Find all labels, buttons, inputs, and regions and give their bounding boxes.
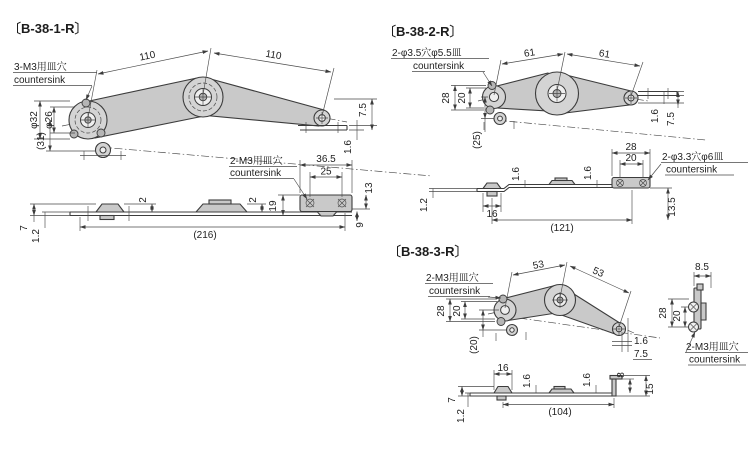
dim-boss-a: 2	[138, 197, 149, 203]
b38-3-top-view	[488, 285, 660, 342]
dim-hook-height: 8	[616, 372, 627, 378]
dim-side-thickness: 1.2	[419, 198, 430, 212]
label-hub-countersink-jp: 2-M3用皿穴	[426, 273, 479, 284]
dim-pivot-offset: (20)	[469, 336, 480, 354]
center-boss-side	[549, 181, 575, 185]
label-hub-countersink-en: countersink	[14, 75, 66, 86]
dim-dia-outer: φ32	[29, 111, 40, 129]
dim-end-height: 7.5	[358, 103, 369, 117]
label-plate-countersink-en: countersink	[230, 168, 282, 179]
hub-boss-side	[96, 204, 124, 212]
dim-overall: (104)	[548, 407, 572, 418]
label-end-countersink-en: countersink	[689, 354, 741, 366]
b38-3-end-view	[658, 262, 748, 366]
dim-boss-width: 16	[486, 209, 498, 220]
b38-1-bottom-view	[70, 195, 352, 221]
dim-pivot-offset: (25)	[472, 131, 483, 149]
dim-arm-right: 110	[264, 48, 283, 63]
countersink-hole	[82, 99, 90, 107]
dim-plate-width: 36.5	[316, 154, 336, 165]
drawing-b38-1-r	[8, 21, 432, 243]
dim-arm-left: 61	[523, 47, 536, 60]
drawing-b38-3-r	[388, 244, 748, 423]
drawing-title: 〔B-38-2-R〕	[383, 24, 463, 39]
dim-end-thickness: 1.6	[634, 336, 648, 347]
dim-side-thickness: 1.2	[31, 229, 42, 243]
mount-plate	[300, 195, 352, 212]
dim-boss-b: 1.6	[583, 166, 594, 180]
label-hub-countersink-en: countersink	[413, 61, 465, 72]
countersink-hole	[486, 106, 494, 114]
label-plate-countersink-jp: 2-φ3.3穴φ6皿	[662, 152, 724, 163]
label-plate-countersink-jp: 2-M3用皿穴	[230, 156, 283, 167]
dim-plate-depth: 13	[364, 182, 375, 194]
end-hook	[612, 379, 616, 396]
center-boss-side	[196, 204, 247, 212]
dim-endview-pitch: 20	[672, 310, 683, 322]
dim-overall: (216)	[193, 230, 217, 241]
drawing-title: 〔B-38-3-R〕	[388, 244, 468, 259]
dim-plate-drop: 13.5	[667, 197, 678, 217]
drawing-b38-2-r	[383, 24, 748, 234]
countersink-hole	[497, 318, 505, 326]
dim-hub-pitch: 20	[457, 92, 468, 104]
drawing-title: 〔B-38-1-R〕	[8, 21, 88, 36]
hub-boss-side	[483, 183, 501, 189]
dim-boss-width: 16	[497, 363, 509, 374]
dim-boss-a: 1.6	[522, 374, 533, 388]
dim-plate-pos: 19	[268, 200, 279, 212]
dim-boss-b: 2	[248, 197, 259, 203]
dim-side-thickness: 1.2	[456, 409, 467, 423]
label-hub-countersink-jp: 2-φ3.5穴φ5.5皿	[392, 48, 462, 59]
dim-boss-b: 1.6	[582, 373, 593, 387]
b38-2-bottom-view	[477, 178, 650, 197]
center-boss-side	[549, 389, 574, 393]
dim-end-height: 7.5	[666, 112, 677, 126]
dim-edge: 9	[355, 222, 366, 228]
b38-3-bottom-view	[470, 376, 622, 401]
countersink-hole	[499, 295, 507, 303]
dim-pivot-offset: (31)	[36, 132, 47, 150]
dim-arm-left: 110	[138, 49, 157, 64]
dim-arm-left: 53	[532, 259, 546, 273]
label-hub-countersink-jp: 3-M3用皿穴	[14, 62, 67, 73]
dim-overall: (121)	[550, 223, 574, 234]
dim-side-height: 7	[19, 225, 30, 231]
dim-side-height: 7	[447, 397, 458, 403]
dim-arm-right: 61	[598, 48, 611, 61]
b38-2-top-view	[478, 72, 706, 140]
dim-end-height: 7.5	[634, 349, 648, 360]
dim-end-thickness: 1.6	[343, 140, 354, 154]
dim-hole-pitch: 25	[320, 166, 332, 178]
dim-endview-height: 28	[658, 307, 669, 319]
dim-hub-height: 28	[436, 305, 447, 317]
dim-total-height: 15	[645, 383, 656, 395]
dim-arm-right: 53	[590, 265, 606, 281]
countersink-hole	[97, 129, 105, 137]
label-end-countersink-jp: 2-M3用皿穴	[686, 342, 739, 353]
countersink-hole	[70, 130, 78, 138]
dim-end-thickness: 1.6	[650, 109, 661, 123]
dim-plate-pitch: 20	[625, 153, 637, 164]
dim-endview-width: 8.5	[695, 262, 709, 273]
dim-dia-inner: φ26	[44, 111, 55, 129]
dim-hub-height: 28	[441, 92, 452, 104]
label-plate-countersink-en: countersink	[666, 164, 718, 176]
label-hub-countersink-en: countersink	[429, 286, 481, 297]
hub-boss-side	[494, 387, 512, 394]
dim-hub-pitch: 20	[452, 305, 463, 317]
dim-plate-width: 28	[625, 142, 637, 153]
dim-boss-a: 1.6	[511, 167, 522, 181]
